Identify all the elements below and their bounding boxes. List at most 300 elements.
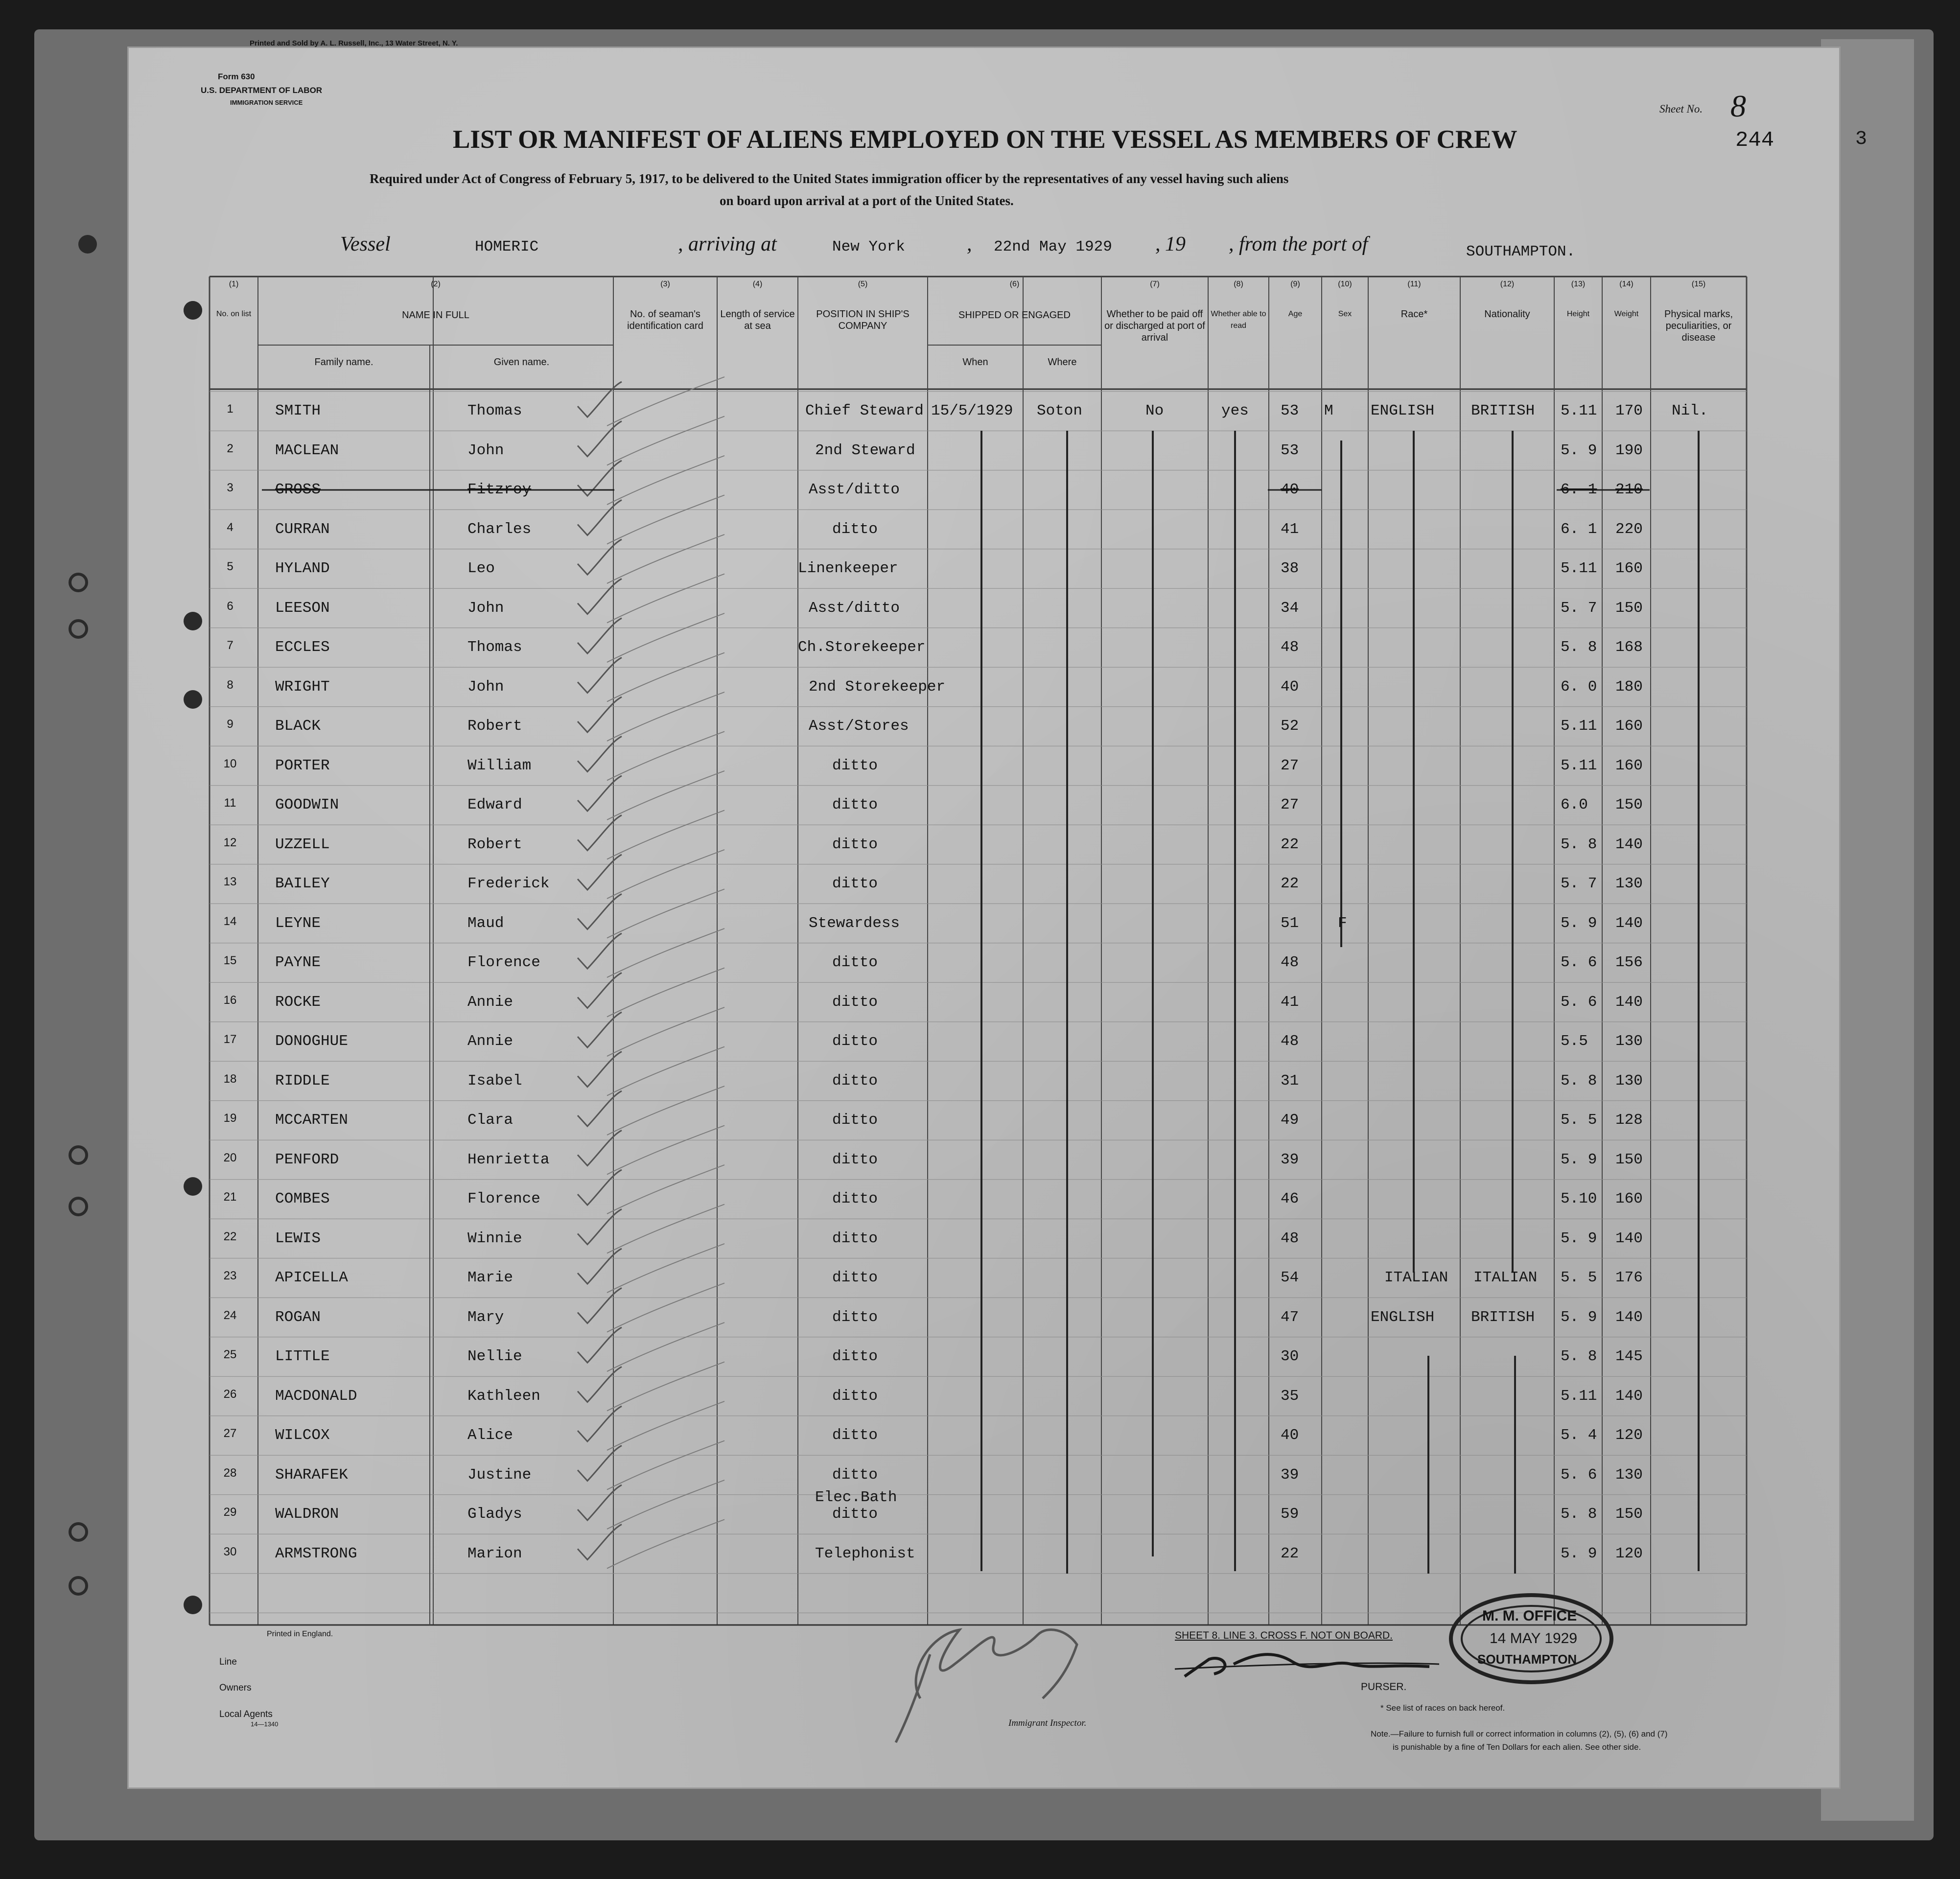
check-mark — [578, 1091, 622, 1126]
given-name: Maud — [467, 914, 504, 932]
row-number: 15 — [223, 954, 237, 967]
column-subheader: When — [962, 357, 988, 368]
weight: 140 — [1615, 835, 1643, 853]
position: ditto — [832, 1387, 878, 1405]
position: ditto — [832, 1348, 878, 1365]
position: Telephonist — [815, 1545, 915, 1562]
weight: 140 — [1615, 1308, 1643, 1326]
check-mark — [578, 1170, 622, 1205]
check-mark-tail — [607, 534, 724, 583]
check-mark — [578, 382, 622, 417]
row-number: 16 — [223, 993, 237, 1007]
check-mark — [578, 1052, 622, 1087]
legal-requirement-line-2: on board upon arrival at a port of the United States. — [720, 193, 1014, 208]
row-number: 5 — [227, 560, 233, 573]
position: ditto — [832, 796, 878, 813]
column-header: Race* — [1400, 309, 1428, 320]
weight: 160 — [1615, 560, 1643, 577]
height: 5.11 — [1561, 402, 1597, 419]
family-name: APICELLA — [275, 1269, 348, 1286]
family-name: RIDDLE — [275, 1072, 330, 1090]
position: ditto — [832, 1427, 878, 1444]
check-mark — [578, 697, 622, 732]
check-mark — [578, 1209, 622, 1245]
given-name: John — [467, 678, 504, 696]
check-mark-tail — [607, 417, 724, 465]
weight: 140 — [1615, 1387, 1643, 1405]
check-mark — [578, 1525, 622, 1560]
height: 5. 9 — [1561, 441, 1597, 459]
height: 5. 8 — [1561, 639, 1597, 656]
check-mark-tail — [607, 692, 724, 741]
check-mark — [578, 776, 622, 811]
position: Chief Steward — [805, 402, 924, 419]
column-header: Whether to be paid off or discharged at port of arrival — [1104, 309, 1205, 343]
position: Stewardess — [809, 914, 900, 932]
check-mark-tail — [607, 1007, 724, 1056]
given-name: Florence — [467, 1190, 540, 1207]
age: 47 — [1281, 1308, 1299, 1326]
row-number: 12 — [223, 835, 237, 849]
check-mark — [578, 1406, 622, 1441]
sex: M — [1324, 402, 1333, 419]
row-number: 23 — [223, 1269, 237, 1282]
height: 5. 9 — [1561, 1151, 1597, 1168]
column-number: (11) — [1407, 280, 1421, 288]
column-number: (8) — [1234, 280, 1243, 288]
age: 48 — [1281, 1033, 1299, 1050]
shipped-where: Soton — [1037, 402, 1083, 419]
not-on-board-note: SHEET 8. LINE 3. CROSS F. NOT ON BOARD. — [1175, 1630, 1393, 1641]
sex: F — [1338, 914, 1347, 932]
position: ditto — [832, 1190, 878, 1207]
height: 5. 4 — [1561, 1427, 1597, 1444]
age: 53 — [1281, 402, 1299, 419]
row-number: 7 — [227, 639, 233, 652]
position: ditto — [832, 1308, 878, 1326]
given-name: Mary — [467, 1308, 504, 1326]
position: ditto — [832, 835, 878, 853]
stamp-bottom-text: SOUTHAMPTON — [1477, 1652, 1577, 1667]
date-comma: , — [1155, 233, 1161, 255]
check-mark-tail — [607, 889, 724, 938]
height: 5. 9 — [1561, 914, 1597, 932]
age: 49 — [1281, 1112, 1299, 1129]
given-name: Fitzroy — [467, 481, 532, 498]
check-mark-tail — [607, 1520, 724, 1569]
year-label: 19 — [1165, 233, 1186, 255]
position: ditto — [832, 1466, 878, 1484]
check-mark — [578, 1367, 622, 1402]
age: 53 — [1281, 441, 1299, 459]
family-name: CURRAN — [275, 520, 330, 538]
age: 48 — [1281, 639, 1299, 656]
column-number: (12) — [1500, 280, 1515, 288]
check-mark-tail — [607, 1480, 724, 1529]
position: ditto — [832, 1229, 878, 1247]
check-mark — [578, 973, 622, 1008]
penalty-note-line-1: Note.—Failure to furnish full or correct information in columns (2), (5), (6) and (7) — [1371, 1729, 1668, 1739]
family-name: PAYNE — [275, 954, 321, 971]
departure-port: SOUTHAMPTON. — [1466, 243, 1576, 260]
check-mark-tail — [607, 1086, 724, 1135]
weight: 160 — [1615, 718, 1643, 735]
check-mark — [578, 579, 622, 614]
given-name: Justine — [467, 1466, 532, 1484]
age: 40 — [1281, 678, 1299, 696]
check-mark — [578, 539, 622, 575]
family-name: COMBES — [275, 1190, 330, 1207]
weight: 150 — [1615, 599, 1643, 617]
age: 41 — [1281, 520, 1299, 538]
given-name: Annie — [467, 993, 513, 1011]
age: 27 — [1281, 796, 1299, 813]
family-name: LEYNE — [275, 914, 321, 932]
position: ditto — [832, 1506, 878, 1523]
height: 6.0 — [1561, 796, 1588, 813]
check-mark-tail — [607, 574, 724, 623]
row-number: 3 — [227, 481, 233, 494]
column-header: Length of service at sea — [720, 309, 795, 331]
form-number: Form 630 — [218, 72, 255, 81]
check-mark — [578, 421, 622, 457]
weight: 150 — [1615, 796, 1643, 813]
column-number: (13) — [1571, 280, 1586, 288]
weight: 150 — [1615, 1506, 1643, 1523]
row-number: 14 — [223, 914, 237, 928]
owners-label: Owners — [219, 1683, 252, 1693]
office-stamp — [1449, 1593, 1613, 1684]
penalty-note-line-2: is punishable by a fine of Ten Dollars for each alien. See other side. — [1393, 1742, 1641, 1752]
position: ditto — [832, 1033, 878, 1050]
check-mark — [578, 618, 622, 653]
column-header: SHIPPED OR ENGAGED — [958, 310, 1071, 321]
column-header: Physical marks, peculiarities, or disease — [1664, 309, 1733, 343]
given-name: Florence — [467, 954, 540, 971]
check-mark — [578, 815, 622, 851]
height: 5. 5 — [1561, 1112, 1597, 1129]
able-to-read: yes — [1221, 402, 1249, 419]
weight: 176 — [1615, 1269, 1643, 1286]
height: 5. 5 — [1561, 1269, 1597, 1286]
sheet-serial-number: 244 — [1735, 128, 1774, 153]
column-number: (1) — [229, 280, 239, 288]
family-name: ROCKE — [275, 993, 321, 1011]
family-name: WILCOX — [275, 1427, 330, 1444]
height: 5.11 — [1561, 1387, 1597, 1405]
row-number: 30 — [223, 1545, 237, 1558]
row-number: 27 — [223, 1427, 237, 1440]
check-mark-tail — [607, 811, 724, 859]
printer-line: Printed and Sold by A. L. Russell, Inc., 13 Water Street, N. Y. — [250, 39, 458, 47]
height: 5. 9 — [1561, 1229, 1597, 1247]
family-name: MCCARTEN — [275, 1112, 348, 1129]
weight: 140 — [1615, 914, 1643, 932]
check-mark — [578, 658, 622, 693]
check-mark-tail — [607, 1362, 724, 1411]
height: 6. 1 — [1561, 520, 1597, 538]
check-mark — [578, 855, 622, 890]
inspector-label: Immigrant Inspector. — [1008, 1718, 1087, 1728]
height: 5.11 — [1561, 718, 1597, 735]
age: 34 — [1281, 599, 1299, 617]
given-name: John — [467, 441, 504, 459]
weight: 128 — [1615, 1112, 1643, 1129]
position-note: Elec.Bath — [815, 1489, 897, 1506]
column-number: (7) — [1150, 280, 1160, 288]
check-mark — [578, 1446, 622, 1481]
check-mark-tail — [607, 1283, 724, 1332]
given-name: William — [467, 757, 532, 774]
column-number: (5) — [858, 280, 868, 288]
check-mark — [578, 500, 622, 535]
paid-off: No — [1145, 402, 1164, 419]
given-name: Isabel — [467, 1072, 522, 1090]
stamp-top-text: M. M. OFFICE — [1482, 1608, 1577, 1624]
column-number: (14) — [1619, 280, 1633, 288]
height: 5.11 — [1561, 560, 1597, 577]
check-mark-tail — [607, 613, 724, 662]
height: 5. 8 — [1561, 1072, 1597, 1090]
age: 48 — [1281, 954, 1299, 971]
race: ENGLISH — [1371, 402, 1435, 419]
check-mark — [578, 1485, 622, 1520]
given-name: John — [467, 599, 504, 617]
check-mark-tail — [607, 968, 724, 1017]
height: 5.10 — [1561, 1190, 1597, 1207]
given-name: Gladys — [467, 1506, 522, 1523]
row-number: 20 — [223, 1151, 237, 1164]
column-header: No. on list — [216, 310, 252, 318]
check-mark-tail — [607, 1205, 724, 1253]
column-header: Weight — [1614, 310, 1639, 318]
height: 5. 6 — [1561, 993, 1597, 1011]
sheet-number-handwritten: 8 — [1730, 89, 1746, 123]
column-subheader: Where — [1048, 357, 1077, 368]
position: ditto — [832, 1072, 878, 1090]
row-number: 6 — [227, 599, 233, 613]
given-name: Marie — [467, 1269, 513, 1286]
age: 51 — [1281, 914, 1299, 932]
family-name: ARMSTRONG — [275, 1545, 357, 1562]
weight: 130 — [1615, 875, 1643, 892]
given-name: Alice — [467, 1427, 513, 1444]
row-number: 21 — [223, 1190, 237, 1204]
arrival-date: 22nd May 1929 — [994, 238, 1112, 255]
family-name: LEESON — [275, 599, 330, 617]
check-mark-tail — [607, 1126, 724, 1175]
height: 5. 9 — [1561, 1308, 1597, 1326]
position: 2nd Storekeeper — [809, 678, 946, 696]
position: ditto — [832, 954, 878, 971]
check-mark-tail — [607, 1047, 724, 1096]
column-header: POSITION IN SHIP'S COMPANY — [816, 309, 910, 331]
height: 5. 8 — [1561, 1506, 1597, 1523]
weight: 168 — [1615, 639, 1643, 656]
position: Asst/ditto — [809, 599, 900, 617]
family-name: BLACK — [275, 718, 321, 735]
position: Ch.Storekeeper — [798, 639, 926, 656]
check-mark-tail — [607, 653, 724, 702]
row-number: 22 — [223, 1229, 237, 1243]
weight: 140 — [1615, 993, 1643, 1011]
height: 5. 8 — [1561, 1348, 1597, 1365]
column-header: No. of seaman's identification card — [627, 309, 703, 331]
given-name: Thomas — [467, 639, 522, 656]
row-number: 13 — [223, 875, 237, 888]
family-name: WRIGHT — [275, 678, 330, 696]
given-name: Frederick — [467, 875, 550, 892]
check-mark-tail — [607, 456, 724, 505]
column-number: (10) — [1338, 280, 1352, 288]
age: 27 — [1281, 757, 1299, 774]
given-name: Clara — [467, 1112, 513, 1129]
family-name: LITTLE — [275, 1348, 330, 1365]
check-mark — [578, 933, 622, 969]
position: 2nd Steward — [815, 441, 915, 459]
family-name: SHARAFEK — [275, 1466, 348, 1484]
column-number: (15) — [1691, 280, 1706, 288]
family-name: ROGAN — [275, 1308, 321, 1326]
age: 35 — [1281, 1387, 1299, 1405]
age: 38 — [1281, 560, 1299, 577]
column-header: Height — [1566, 310, 1590, 318]
column-number: (2) — [431, 280, 441, 288]
weight: 120 — [1615, 1427, 1643, 1444]
family-name: WALDRON — [275, 1506, 339, 1523]
age: 40 — [1281, 1427, 1299, 1444]
position: Linenkeeper — [798, 560, 898, 577]
service-name: IMMIGRATION SERVICE — [230, 99, 303, 106]
column-header: Age — [1288, 310, 1303, 318]
page-mark: 3 — [1855, 128, 1867, 150]
family-name: GOODWIN — [275, 796, 339, 813]
column-number: (3) — [660, 280, 670, 288]
age: 59 — [1281, 1506, 1299, 1523]
age: 54 — [1281, 1269, 1299, 1286]
position: ditto — [832, 520, 878, 538]
sheet-label: Sheet No. — [1659, 103, 1703, 115]
given-name: Thomas — [467, 402, 522, 419]
given-name: Charles — [467, 520, 532, 538]
column-subheader: Family name. — [314, 357, 373, 368]
weight: 140 — [1615, 1229, 1643, 1247]
weight: 210 — [1615, 481, 1643, 498]
weight: 160 — [1615, 757, 1643, 774]
weight: 150 — [1615, 1151, 1643, 1168]
position: Asst/ditto — [809, 481, 900, 498]
check-mark — [578, 1288, 622, 1323]
check-mark-tail — [607, 850, 724, 899]
age: 31 — [1281, 1072, 1299, 1090]
given-name: Kathleen — [467, 1387, 540, 1405]
position: ditto — [832, 757, 878, 774]
arriving-label: , arriving at — [678, 233, 777, 255]
family-name: MACLEAN — [275, 441, 339, 459]
given-name: Winnie — [467, 1229, 522, 1247]
height: 5.11 — [1561, 757, 1597, 774]
local-agents-label: Local Agents — [219, 1709, 273, 1719]
age: 22 — [1281, 835, 1299, 853]
row-number: 24 — [223, 1308, 237, 1322]
check-mark — [578, 1327, 622, 1363]
row-number: 1 — [227, 402, 233, 416]
age: 40 — [1281, 481, 1299, 498]
row-number: 26 — [223, 1387, 237, 1401]
age: 46 — [1281, 1190, 1299, 1207]
column-header: NAME IN FULL — [402, 310, 469, 321]
age: 48 — [1281, 1229, 1299, 1247]
row-number: 29 — [223, 1506, 237, 1519]
weight: 190 — [1615, 441, 1643, 459]
family-name: SMITH — [275, 402, 321, 419]
family-name: ECCLES — [275, 639, 330, 656]
given-name: Annie — [467, 1033, 513, 1050]
family-name: LEWIS — [275, 1229, 321, 1247]
weight: 130 — [1615, 1072, 1643, 1090]
age: 22 — [1281, 875, 1299, 892]
vessel-name: HOMERIC — [475, 238, 539, 255]
check-mark-tail — [607, 928, 724, 977]
column-number: (9) — [1290, 280, 1300, 288]
family-name: DONOGHUE — [275, 1033, 348, 1050]
age: 41 — [1281, 993, 1299, 1011]
age: 39 — [1281, 1466, 1299, 1484]
races-note: * See list of races on back hereof. — [1380, 1703, 1505, 1713]
check-mark-tail — [607, 1401, 724, 1450]
from-port-label: , from the port of — [1229, 233, 1368, 255]
column-number: (6) — [1009, 280, 1020, 288]
family-name: PORTER — [275, 757, 330, 774]
family-name: GROSS — [275, 481, 321, 498]
purser-label: PURSER. — [1361, 1681, 1407, 1693]
vessel-label: Vessel — [340, 233, 391, 255]
height: 6. 0 — [1561, 678, 1597, 696]
weight: 156 — [1615, 954, 1643, 971]
height: 6. 1 — [1561, 481, 1597, 498]
age: 22 — [1281, 1545, 1299, 1562]
row-number: 8 — [227, 678, 233, 692]
family-name: UZZELL — [275, 835, 330, 853]
check-mark — [578, 1249, 622, 1284]
nationality: BRITISH — [1471, 1308, 1535, 1326]
check-mark — [578, 737, 622, 772]
family-name: PENFORD — [275, 1151, 339, 1168]
column-header: Whether able to read — [1211, 310, 1266, 330]
height: 5.5 — [1561, 1033, 1588, 1050]
nationality: BRITISH — [1471, 402, 1535, 419]
check-mark-tail — [607, 1165, 724, 1214]
family-name: BAILEY — [275, 875, 330, 892]
given-name: Nellie — [467, 1348, 522, 1365]
family-name: HYLAND — [275, 560, 330, 577]
stamp-date: 14 MAY 1929 — [1490, 1630, 1578, 1647]
given-name: Edward — [467, 796, 522, 813]
weight: 220 — [1615, 520, 1643, 538]
column-header: Nationality — [1484, 309, 1530, 320]
position: ditto — [832, 1112, 878, 1129]
check-mark-tail — [607, 1322, 724, 1371]
row-number: 10 — [223, 757, 237, 770]
check-mark-tail — [607, 1441, 724, 1490]
given-name: Marion — [467, 1545, 522, 1562]
agents-code: 14—1340 — [251, 1720, 279, 1728]
position: Asst/Stores — [809, 718, 909, 735]
department-name: U.S. DEPARTMENT OF LABOR — [201, 86, 323, 95]
column-header: Sex — [1338, 310, 1352, 318]
check-mark — [578, 1131, 622, 1166]
nationality: ITALIAN — [1473, 1269, 1538, 1286]
